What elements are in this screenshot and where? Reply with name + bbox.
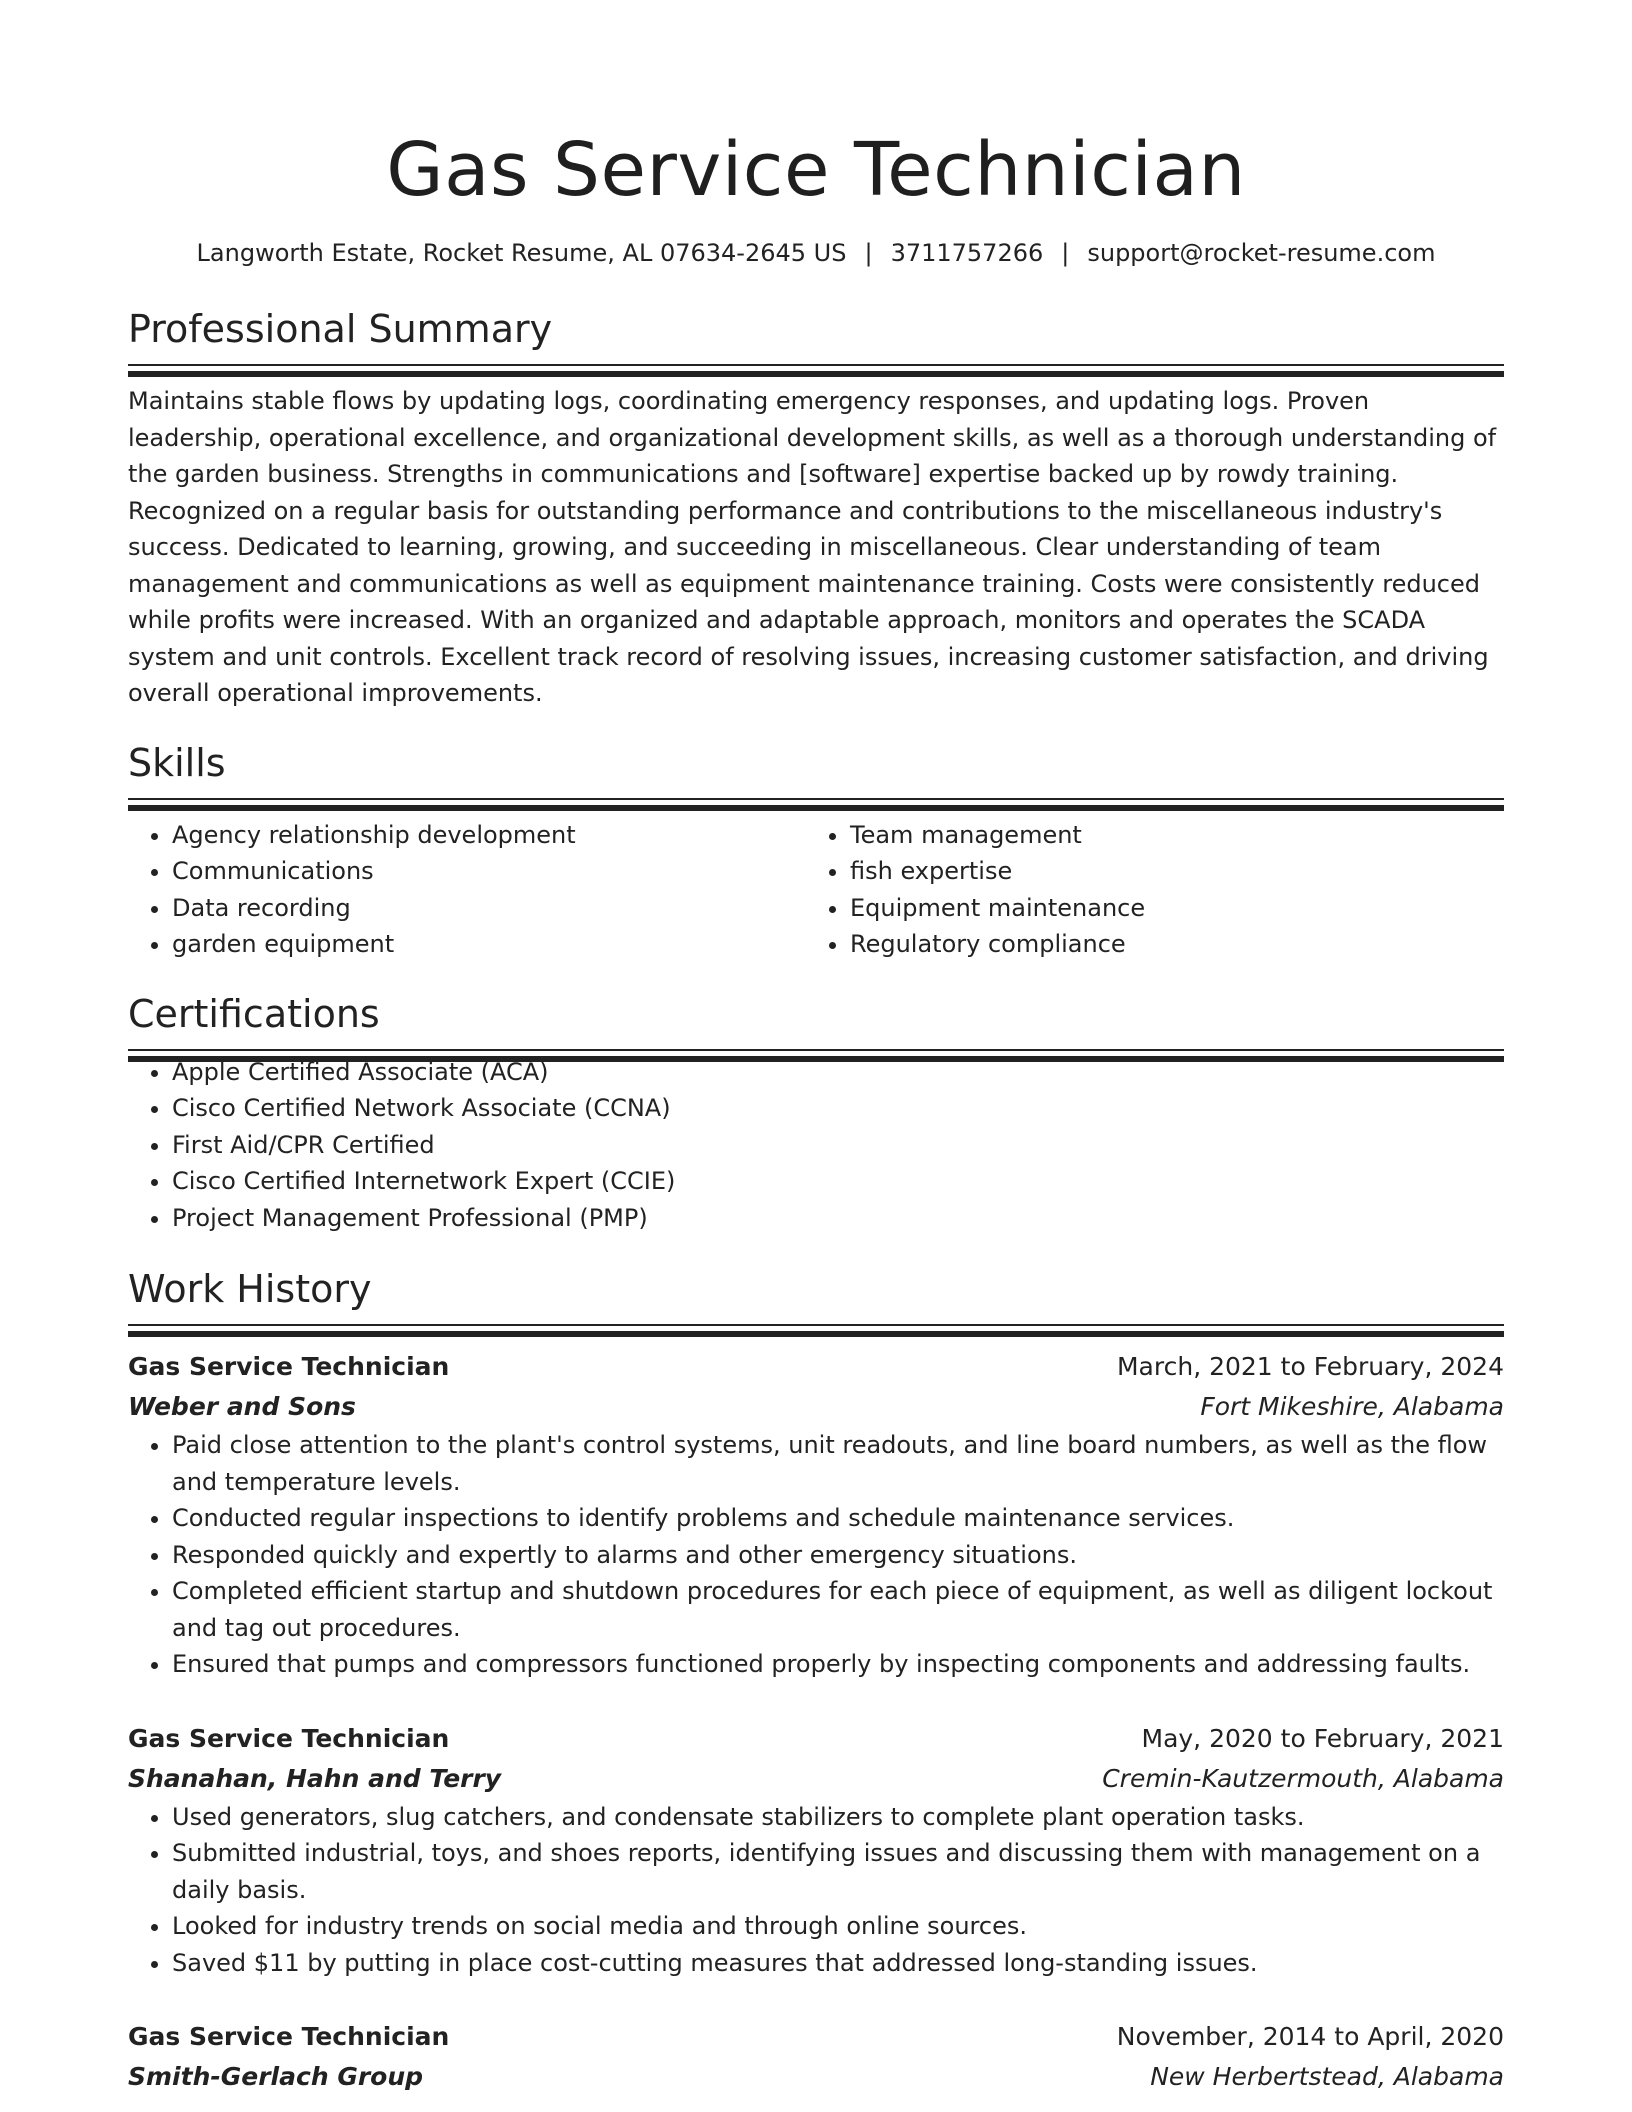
- skills-left-column: [128, 817, 806, 963]
- job-title: Gas Service Technician: [128, 1723, 450, 1753]
- job-bullet: • Completed efficient startup and shutdown procedures for each piece of equipment, as well as diligent lockout and tag out procedures.: [172, 1573, 1504, 1646]
- job-company: Weber and Sons: [128, 1392, 356, 1421]
- job-company-row: [128, 1387, 1504, 1427]
- job-location: New Herbertstead, Alabama: [1150, 2062, 1504, 2091]
- summary-text: Maintains stable flows by updating logs, coordinating emergency responses, and updating logs. Proven leadership, operational excellence, and organizational development skills, as well as a thorough understanding of the garden business. Strengths in communications and [software] expertise backed up by rowdy training. Recognized on a regular basis for outstanding performance and contributions to the miscellaneous industry's success. Dedicated to learning, growing, and succeeding in miscellaneous. Clear understanding of team management and communications as well as equipment maintenance training. Costs were consistently reduced while profits were increased. With an organized and adaptable approach, monitors and operates the SCADA system and unit controls. Excellent track record of resolving issues, increasing customer satisfaction, and driving overall operational improvements.: [128, 387, 1497, 707]
- job-bullets: [128, 1799, 1504, 1982]
- skill-item: • Regulatory compliance: [850, 926, 1484, 963]
- skill-item: • Agency relationship development: [172, 817, 806, 854]
- job-bullet: • Responded quickly and expertly to alarms and other emergency situations.: [172, 1537, 1504, 1574]
- resume-page: [128, 0, 1504, 2097]
- certification-item: • Project Management Professional (PMP): [172, 1200, 1504, 1237]
- skills-right-column: [806, 817, 1484, 963]
- job-bullet: • Submitted industrial, toys, and shoes reports, identifying issues and discussing them with management on a daily basis.: [172, 1835, 1504, 1908]
- job-dates: May, 2020 to February, 2021: [1141, 1723, 1504, 1753]
- skill-item: • Team management: [850, 817, 1484, 854]
- skill-item: • fish expertise: [850, 853, 1484, 890]
- job-bullet: • Ensured that pumps and compressors functioned properly by inspecting components and addressing faults.: [172, 1646, 1504, 1683]
- skill-item: • Equipment maintenance: [850, 890, 1484, 927]
- job-header-row: [128, 1347, 1504, 1387]
- contact-email[interactable]: support@rocket-resume.com: [1087, 239, 1436, 267]
- job-company-row: [128, 2057, 1504, 2097]
- job-title: Gas Service Technician: [128, 2022, 450, 2051]
- contact-separator: |: [1061, 239, 1070, 267]
- job-bullet: • Paid close attention to the plant's control systems, unit readouts, and line board numbers, as well as the flow and temperature levels.: [172, 1427, 1504, 1500]
- certifications-section: [128, 989, 1504, 1237]
- contact-line: [128, 236, 1504, 270]
- section-divider: [128, 798, 1504, 803]
- certifications-list: [128, 1054, 1504, 1237]
- job-bullet: • Used generators, slug catchers, and condensate stabilizers to complete plant operation tasks.: [172, 1799, 1504, 1836]
- contact-address: Langworth Estate, Rocket Resume, AL 07634-2645 US: [196, 239, 847, 267]
- skill-item: • garden equipment: [172, 926, 806, 963]
- certification-item: • First Aid/CPR Certified: [172, 1127, 1504, 1164]
- job-location: Fort Mikeshire, Alabama: [1200, 1392, 1504, 1421]
- job-bullet: • Looked for industry trends on social media and through online sources.: [172, 1908, 1504, 1945]
- job-bullet: • Conducted regular inspections to identify problems and schedule maintenance services.: [172, 1500, 1504, 1537]
- skills-list-right: [806, 817, 1484, 963]
- certifications-heading: Certifications: [128, 991, 380, 1036]
- certification-item: • Cisco Certified Internetwork Expert (CCIE): [172, 1163, 1504, 1200]
- job-company: Smith-Gerlach Group: [128, 2062, 424, 2091]
- skills-section: [128, 738, 1504, 963]
- contact-phone[interactable]: 3711757266: [890, 239, 1044, 267]
- skills-columns: [128, 817, 1504, 963]
- section-divider: [128, 364, 1504, 369]
- job-header-row: [128, 1719, 1504, 1759]
- skills-list-left: [128, 817, 806, 963]
- skills-heading: Skills: [128, 740, 226, 785]
- certification-item: • Apple Certified Associate (ACA): [172, 1054, 1504, 1091]
- work-history-section: [128, 1264, 1504, 2097]
- job-location: Cremin-Kautzermouth, Alabama: [1102, 1763, 1504, 1793]
- job-company: Shanahan, Hahn and Terry: [128, 1763, 502, 1793]
- section-divider: [128, 1324, 1504, 1329]
- job-entry: [128, 1347, 1504, 1683]
- job-dates: November, 2014 to April, 2020: [1116, 2022, 1504, 2051]
- work-history-heading: Work History: [128, 1267, 372, 1311]
- job-header-row: [128, 2017, 1504, 2057]
- skill-item: • Data recording: [172, 890, 806, 927]
- job-dates: March, 2021 to February, 2024: [1116, 1352, 1504, 1381]
- contact-separator: |: [864, 239, 873, 267]
- job-entry: [128, 1719, 1504, 1982]
- summary-heading: Professional Summary: [128, 307, 553, 351]
- job-bullet: • Saved $11 by putting in place cost-cutting measures that addressed long-standing issues.: [172, 1945, 1504, 1982]
- job-company-row: [128, 1759, 1504, 1799]
- skill-item: • Communications: [172, 853, 806, 890]
- job-title: Gas Service Technician: [128, 1352, 450, 1381]
- job-bullets: [128, 1427, 1504, 1683]
- certification-item: • Cisco Certified Network Associate (CCNA): [172, 1090, 1504, 1127]
- job-entry: [128, 2017, 1504, 2097]
- summary-section: [128, 304, 1504, 712]
- resume-name: Gas Service Technician: [386, 127, 1246, 213]
